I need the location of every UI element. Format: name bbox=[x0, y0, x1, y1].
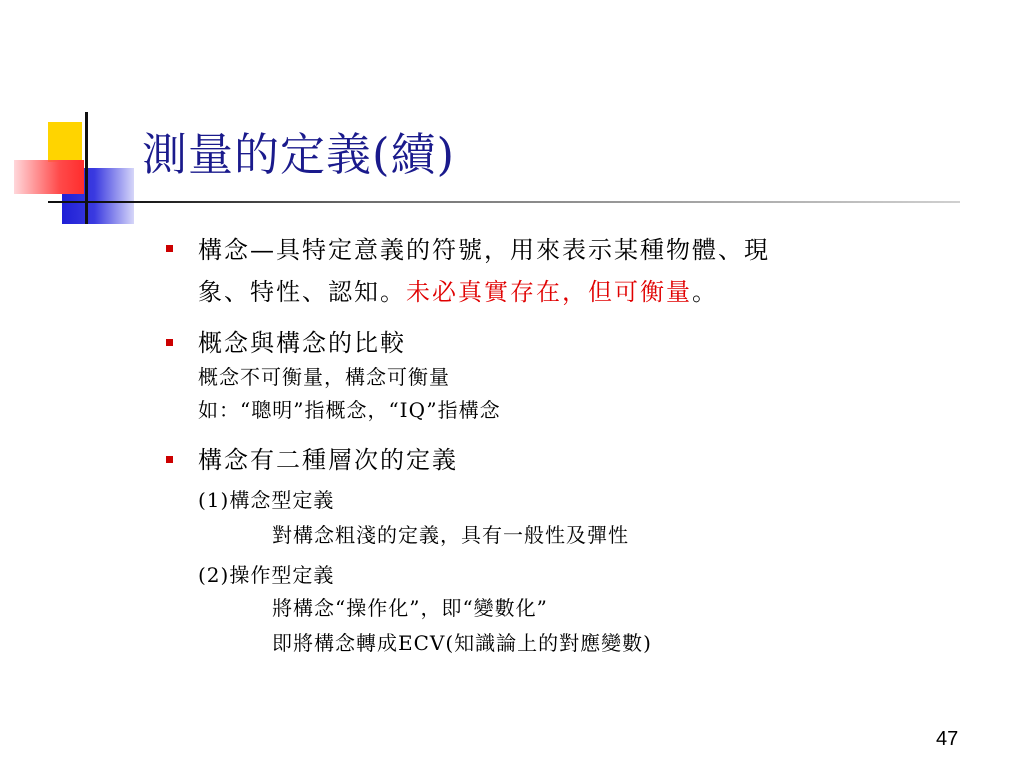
bullet-2-heading: 概念與構念的比較 bbox=[198, 329, 406, 357]
bullet-marker bbox=[166, 456, 173, 463]
bullet-2-sub-line: 如：“聰明”指概念，“IQ”指構念 bbox=[198, 398, 501, 422]
bullet-3-sub-line: (2)操作型定義 bbox=[198, 563, 335, 587]
bullet-marker bbox=[166, 339, 173, 346]
logo-vertical-line bbox=[85, 112, 88, 224]
bullet-1-emphasis: 未必真實存在，但可衡量 bbox=[406, 278, 692, 306]
logo-red-bar bbox=[14, 160, 84, 194]
bullet-2-sub-line: 概念不可衡量，構念可衡量 bbox=[198, 365, 450, 389]
bullet-3-sub-line: 將構念“操作化”，即“變數化” bbox=[272, 596, 548, 620]
bullet-3-sub-line: (1)構念型定義 bbox=[198, 488, 335, 512]
logo-yellow-square bbox=[48, 122, 82, 162]
bullet-1-line-2 bbox=[198, 280, 718, 304]
bullet-3-sub-line: 對構念粗淺的定義，具有一般性及彈性 bbox=[272, 523, 629, 547]
bullet-1-end: 。 bbox=[692, 278, 718, 306]
bullet-3-heading: 構念有二種層次的定義 bbox=[198, 446, 458, 474]
page-number: 47 bbox=[936, 728, 959, 750]
title-underline bbox=[48, 201, 960, 203]
bullet-1-text: 象、特性、認知。 bbox=[198, 278, 406, 306]
slide-title: 測量的定義(續) bbox=[142, 128, 456, 181]
bullet-1-line-1: 構念—具特定意義的符號，用來表示某種物體、現 bbox=[198, 236, 770, 264]
bullet-3-sub-line: 即將構念轉成ECV(知識論上的對應變數) bbox=[272, 631, 652, 655]
bullet-marker bbox=[166, 245, 173, 252]
